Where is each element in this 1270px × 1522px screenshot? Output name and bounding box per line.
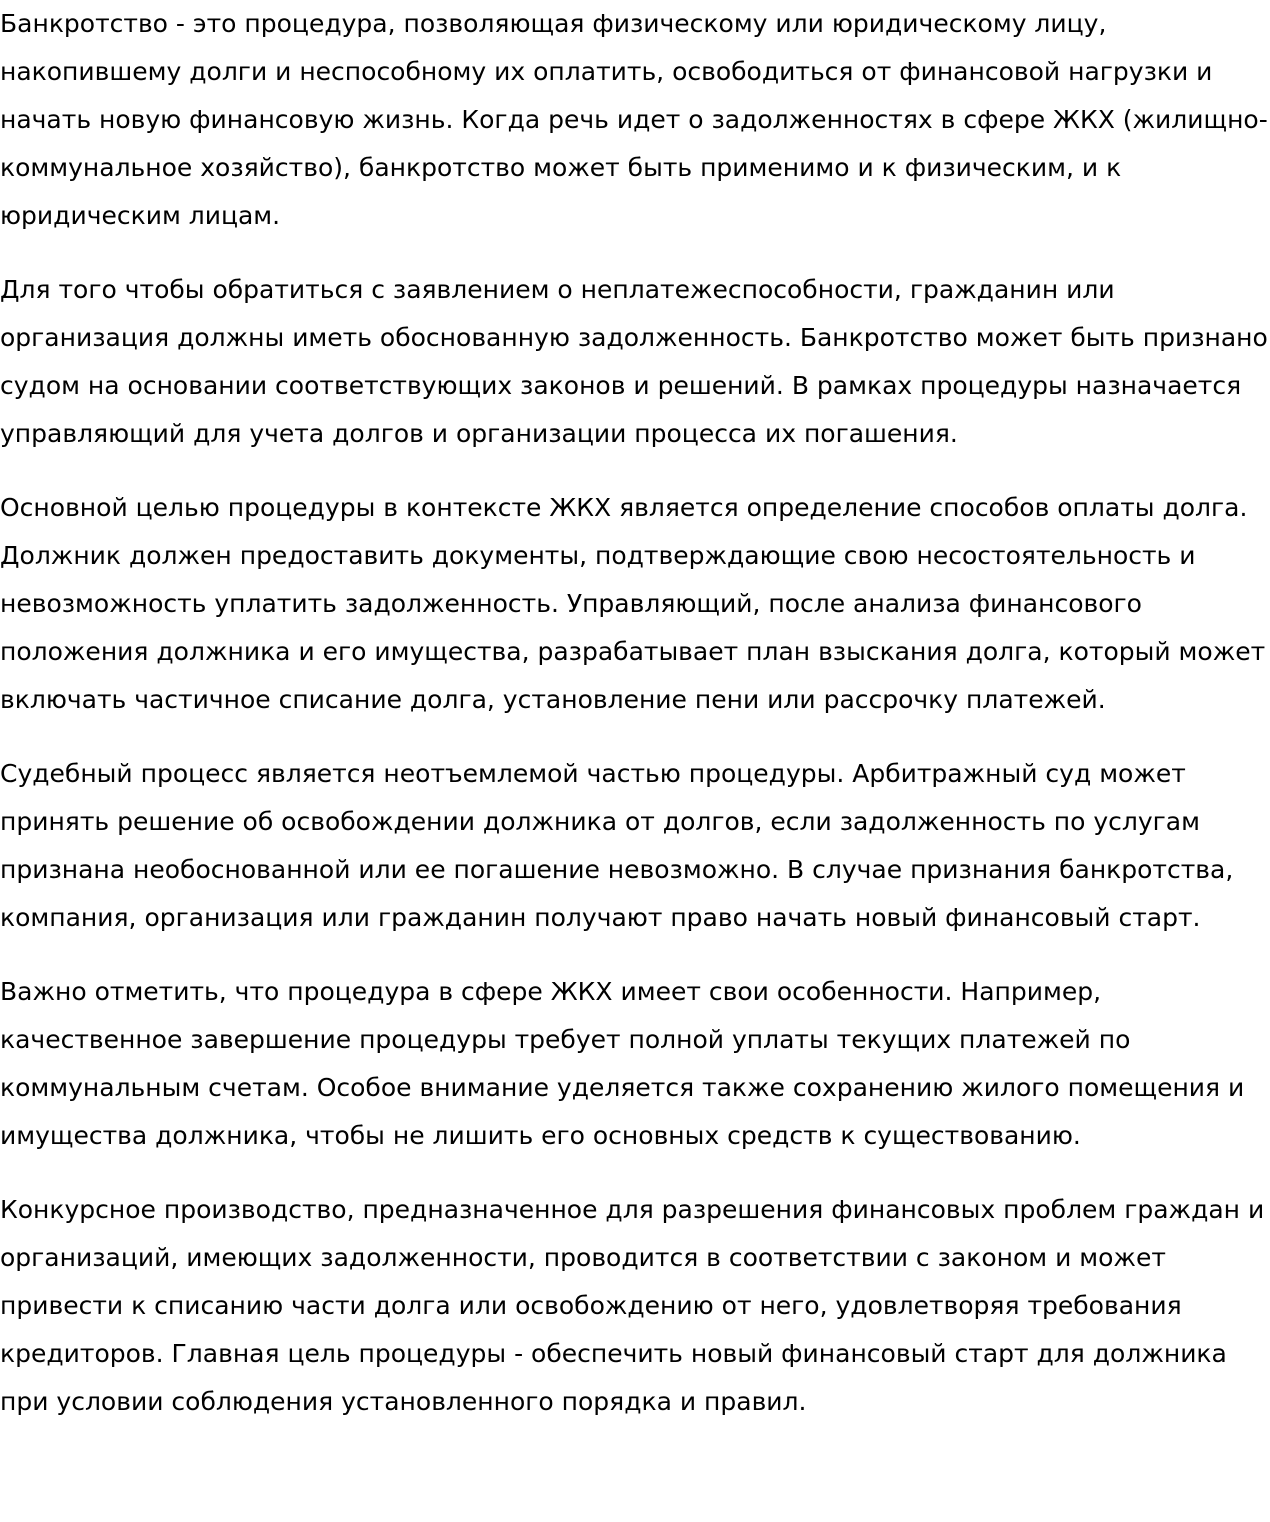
article-paragraph: Важно отметить, что процедура в сфере ЖКХ имеет свои особенности. Например, качественное завершение процедуры требует полной уплаты текущих платежей по коммунальным счетам. Особое внимание уделяется также сохранению жилого помещения и имущества должника, чтобы не лишить его основных средств к существованию.	[0, 977, 1245, 1150]
article-paragraph: Банкротство - это процедура, позволяющая физическому или юридическому лицу, накопившему долги и неспособному их оплатить, освободиться от финансовой нагрузки и начать новую финансовую жизнь. Когда речь идет о задолженностях в сфере ЖКХ (жилищно-коммунальное хозяйство), банкротство может быть применимо и к физическим, и к юридическим лицам.	[0, 9, 1268, 230]
article-paragraph: Конкурсное производство, предназначенное для разрешения финансовых проблем граждан и организаций, имеющих задолженности, проводится в соответствии с законом и может привести к списанию части долга или освобождению от него, удовлетворяя требования кредиторов. Главная цель процедуры - обеспечить новый финансовый старт для должника при условии соблюдения установленного порядка и правил.	[0, 1195, 1265, 1416]
article-paragraph: Для того чтобы обратиться с заявлением о неплатежеспособности, гражданин или организация должны иметь обоснованную задолженность. Банкротство может быть признано судом на основании соответствующих законов и решений. В рамках процедуры назначается управляющий для учета долгов и организации процесса их погашения.	[0, 275, 1268, 448]
article-paragraph: Судебный процесс является неотъемлемой частью процедуры. Арбитражный суд может принять решение об освобождении должника от долгов, если задолженность по услугам признана необоснованной или ее погашение невозможно. В случае признания банкротства, компания, организация или гражданин получают право начать новый финансовый старт.	[0, 759, 1234, 932]
article-paragraph: Основной целью процедуры в контексте ЖКХ является определение способов оплаты долга. Должник должен предоставить документы, подтверждающие свою несостоятельность и невозможность уплатить задолженность. Управляющий, после анализа финансового положения должника и его имущества, разрабатывает план взыскания долга, который может включать частичное списание долга, установление пени или рассрочку платежей.	[0, 493, 1266, 714]
